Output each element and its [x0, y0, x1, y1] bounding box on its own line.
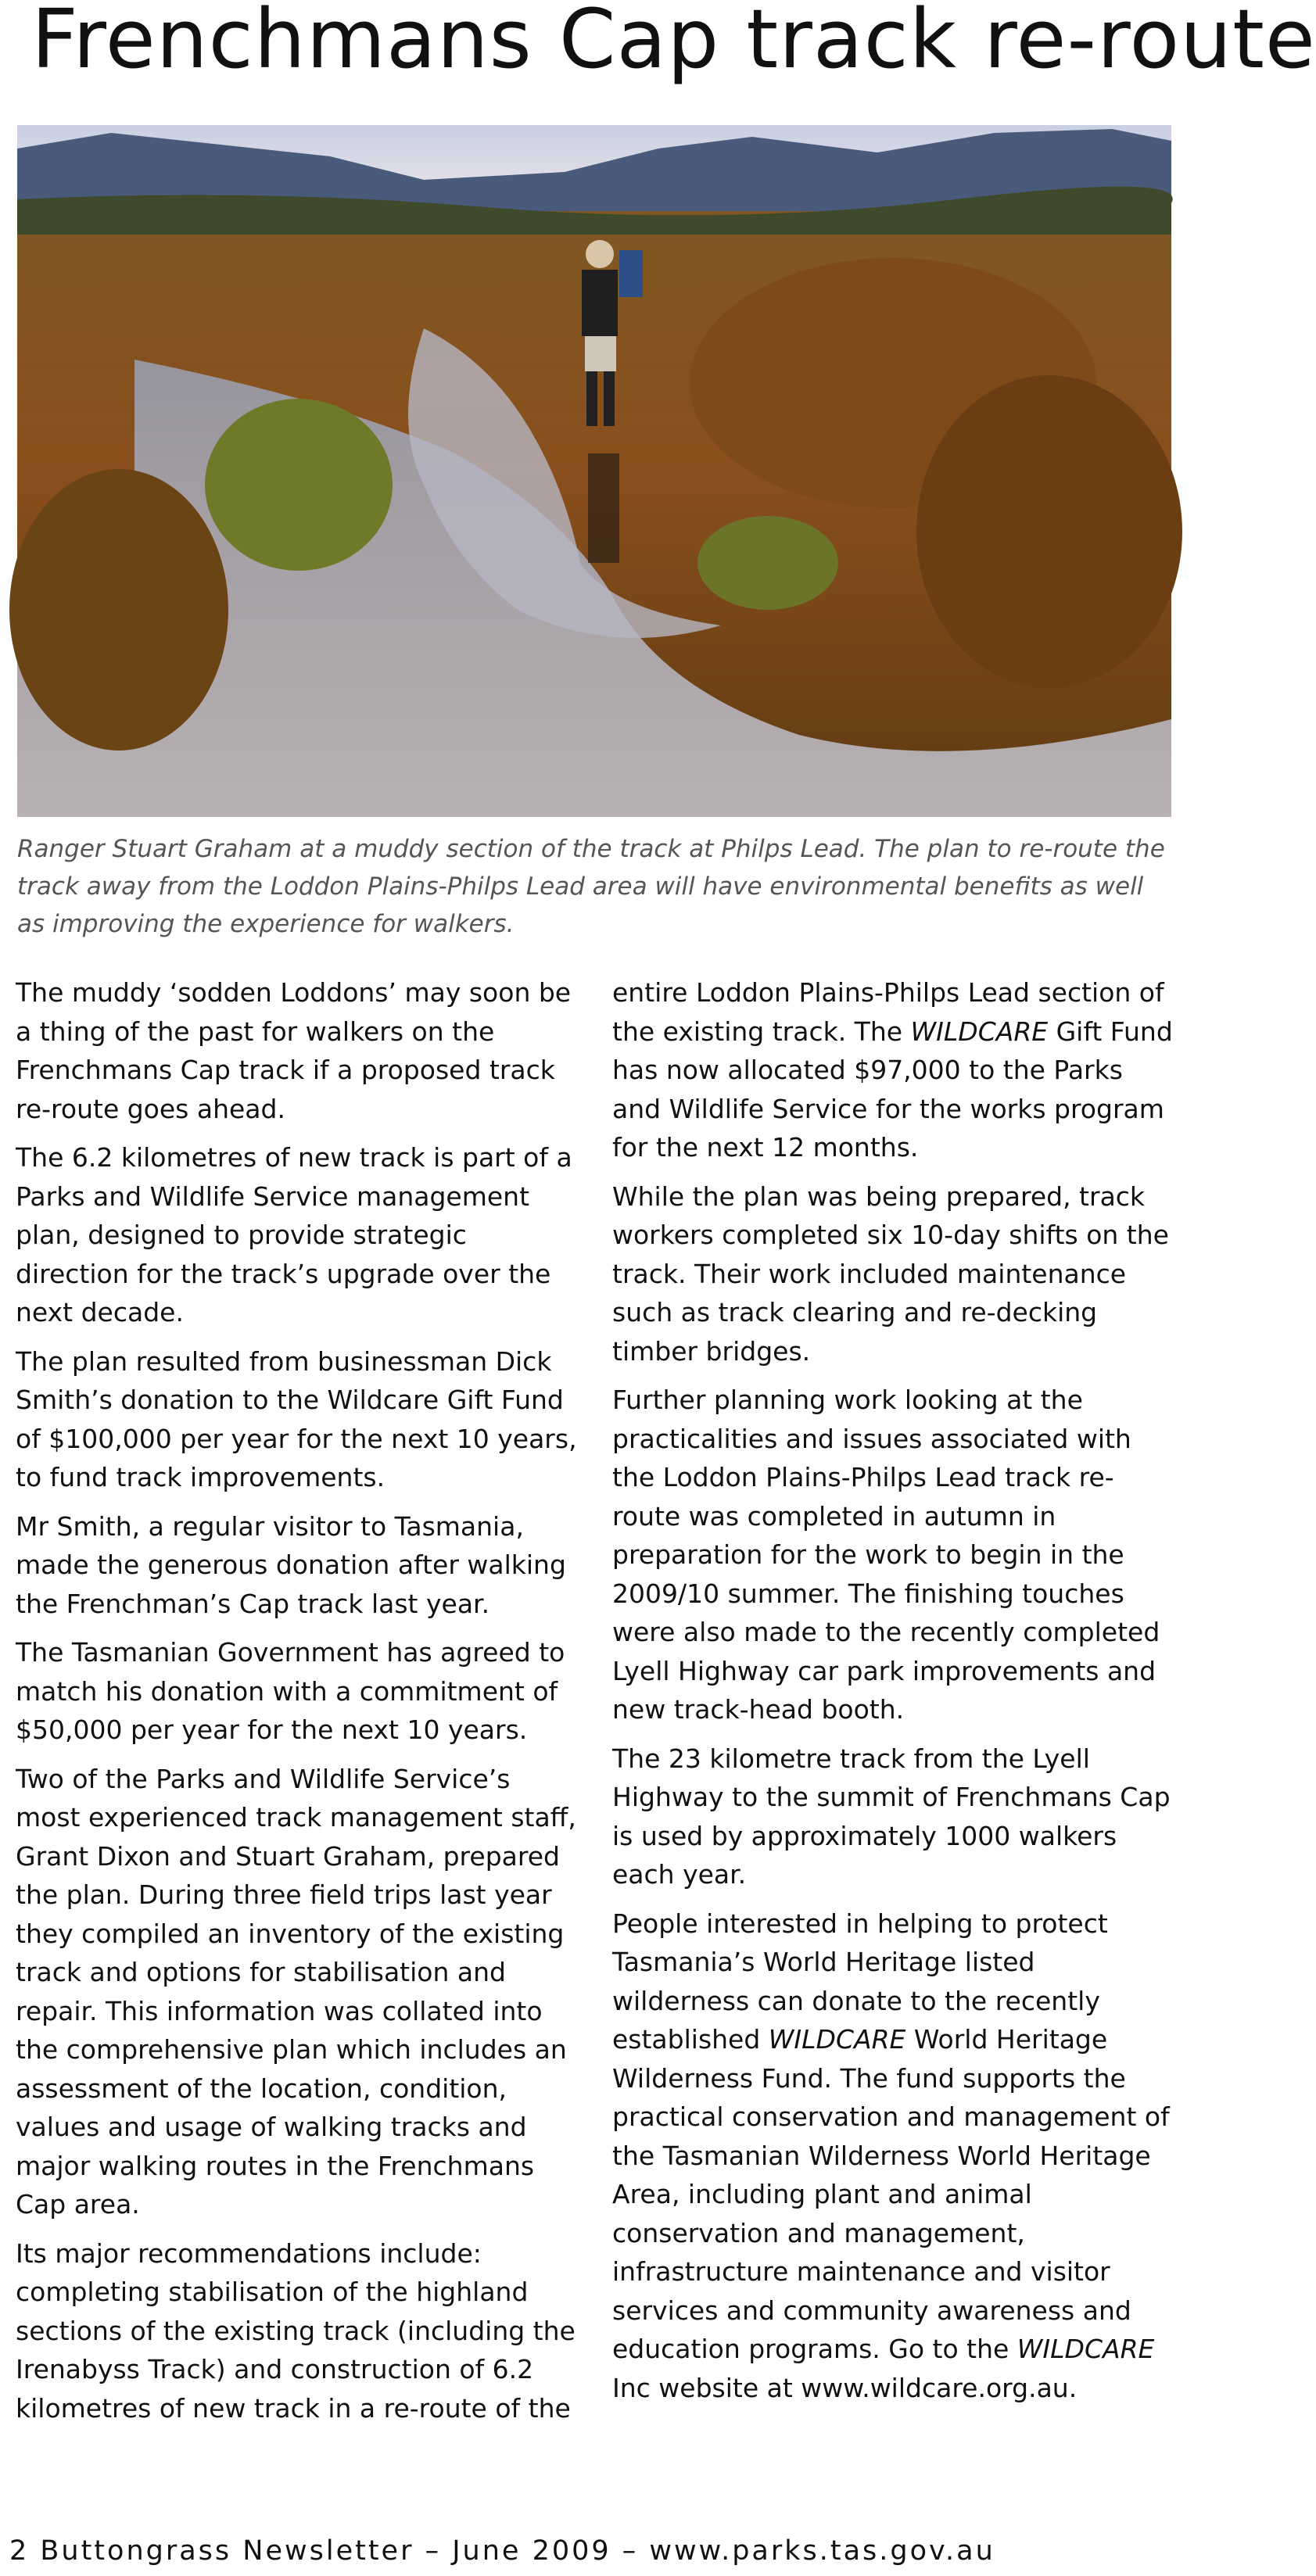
website-text: Inc website at www.wildcare.org.au.: [612, 2372, 1078, 2403]
text-span: People interested in helping to protect Tasmania’s World Heritage listed wilderness can donate to the recently established: [612, 1908, 1108, 2055]
photo-illustration: [17, 125, 1171, 817]
article-title: Frenchmans Cap track re-route: [31, 0, 1316, 87]
paragraph: The 23 kilometre track from the Lyell Highway to the summit of Frenchmans Cap is used by approximately 1000 walkers each year.: [612, 1743, 1171, 1890]
article-column-left: [16, 973, 579, 2438]
paragraph: The plan resulted from businessman Dick Smith’s donation to the Wildcare Gift Fund of $100,000 per year for the next 10 years, to fund track improvements.: [16, 1345, 577, 1492]
paragraph: The 6.2 kilometres of new track is part of a Parks and Wildlife Service management plan, designed to provide strategic direction for the track’s upgrade over the next decade.: [16, 1142, 572, 1327]
paragraph: [612, 1904, 1175, 2408]
wildcare-name: WILDCARE: [910, 1016, 1049, 1047]
page-footer: 2 Buttongrass Newsletter – June 2009 – www.parks.tas.gov.au: [9, 2535, 995, 2567]
wildcare-name: WILDCARE: [768, 2024, 906, 2055]
paragraph: Further planning work looking at the practicalities and issues associated with the Loddon Plains-Philps Lead track re-route was completed in autumn in preparation for the work to begin in the 2009/10 summer. The finishing touches were also made to the recently completed Lyell Highway car park improvements and new track-head booth.: [612, 1385, 1160, 1725]
paragraph: Its major recommendations include: completing stabilisation of the highland sections of the existing track (including the Irenabyss Track) and construction of 6.2 kilometres of new track in a re-route of the: [16, 2237, 576, 2424]
paragraph: [612, 973, 1175, 1167]
article-photo: [17, 125, 1171, 817]
text-span: Gift Fund has now allocated $97,000 to the Parks and Wildlife Service for the works program for the next 12 months.: [612, 1016, 1173, 1163]
paragraph: While the plan was being prepared, track workers completed six 10-day shifts on the track. Their work included maintenance such as track clearing and re-decking timber bridges.: [612, 1181, 1169, 1367]
paragraph: The muddy ‘sodden Loddons’ may soon be a thing of the past for walkers on the Frenchmans Cap track if a proposed track re-route goes ahead.: [16, 977, 572, 1124]
paragraph: Mr Smith, a regular visitor to Tasmania, made the generous donation after walking the Frenchman’s Cap track last year.: [16, 1510, 566, 1619]
text-span: entire Loddon Plains-Philps Lead section of the existing track. The: [612, 977, 1164, 1047]
photo-caption: Ranger Stuart Graham at a muddy section of the track at Philps Lead. The plan to re-route the track away from the Loddon Plains-Philps Lead area will have environmental benefits as well as improving the experience for walkers.: [17, 835, 1165, 938]
wildcare-name: WILDCARE: [1017, 2334, 1155, 2364]
text-span: World Heritage Wilderness Fund. The fund supports the practical conservation and management of the Tasmanian Wilderness World Heritage Area, including plant and animal conservation and management, infrastructure maintenance and visitor services and community awareness and education programs. Go to the: [612, 2024, 1170, 2364]
paragraph: Two of the Parks and Wildlife Service’s most experienced track management staff, Grant Dixon and Stuart Graham, prepared the plan. During three field trips last year they compiled an inventory of the existing track and options for stabilisation and repair. This information was collated into the comprehensive plan which includes an assessment of the location, condition, values and usage of walking tracks and major walking routes in the Frenchmans Cap area.: [16, 1763, 576, 2220]
paragraph: The Tasmanian Government has agreed to match his donation with a commitment of $50,000 per year for the next 10 years.: [16, 1637, 565, 1745]
article-column-right: [612, 973, 1175, 2417]
